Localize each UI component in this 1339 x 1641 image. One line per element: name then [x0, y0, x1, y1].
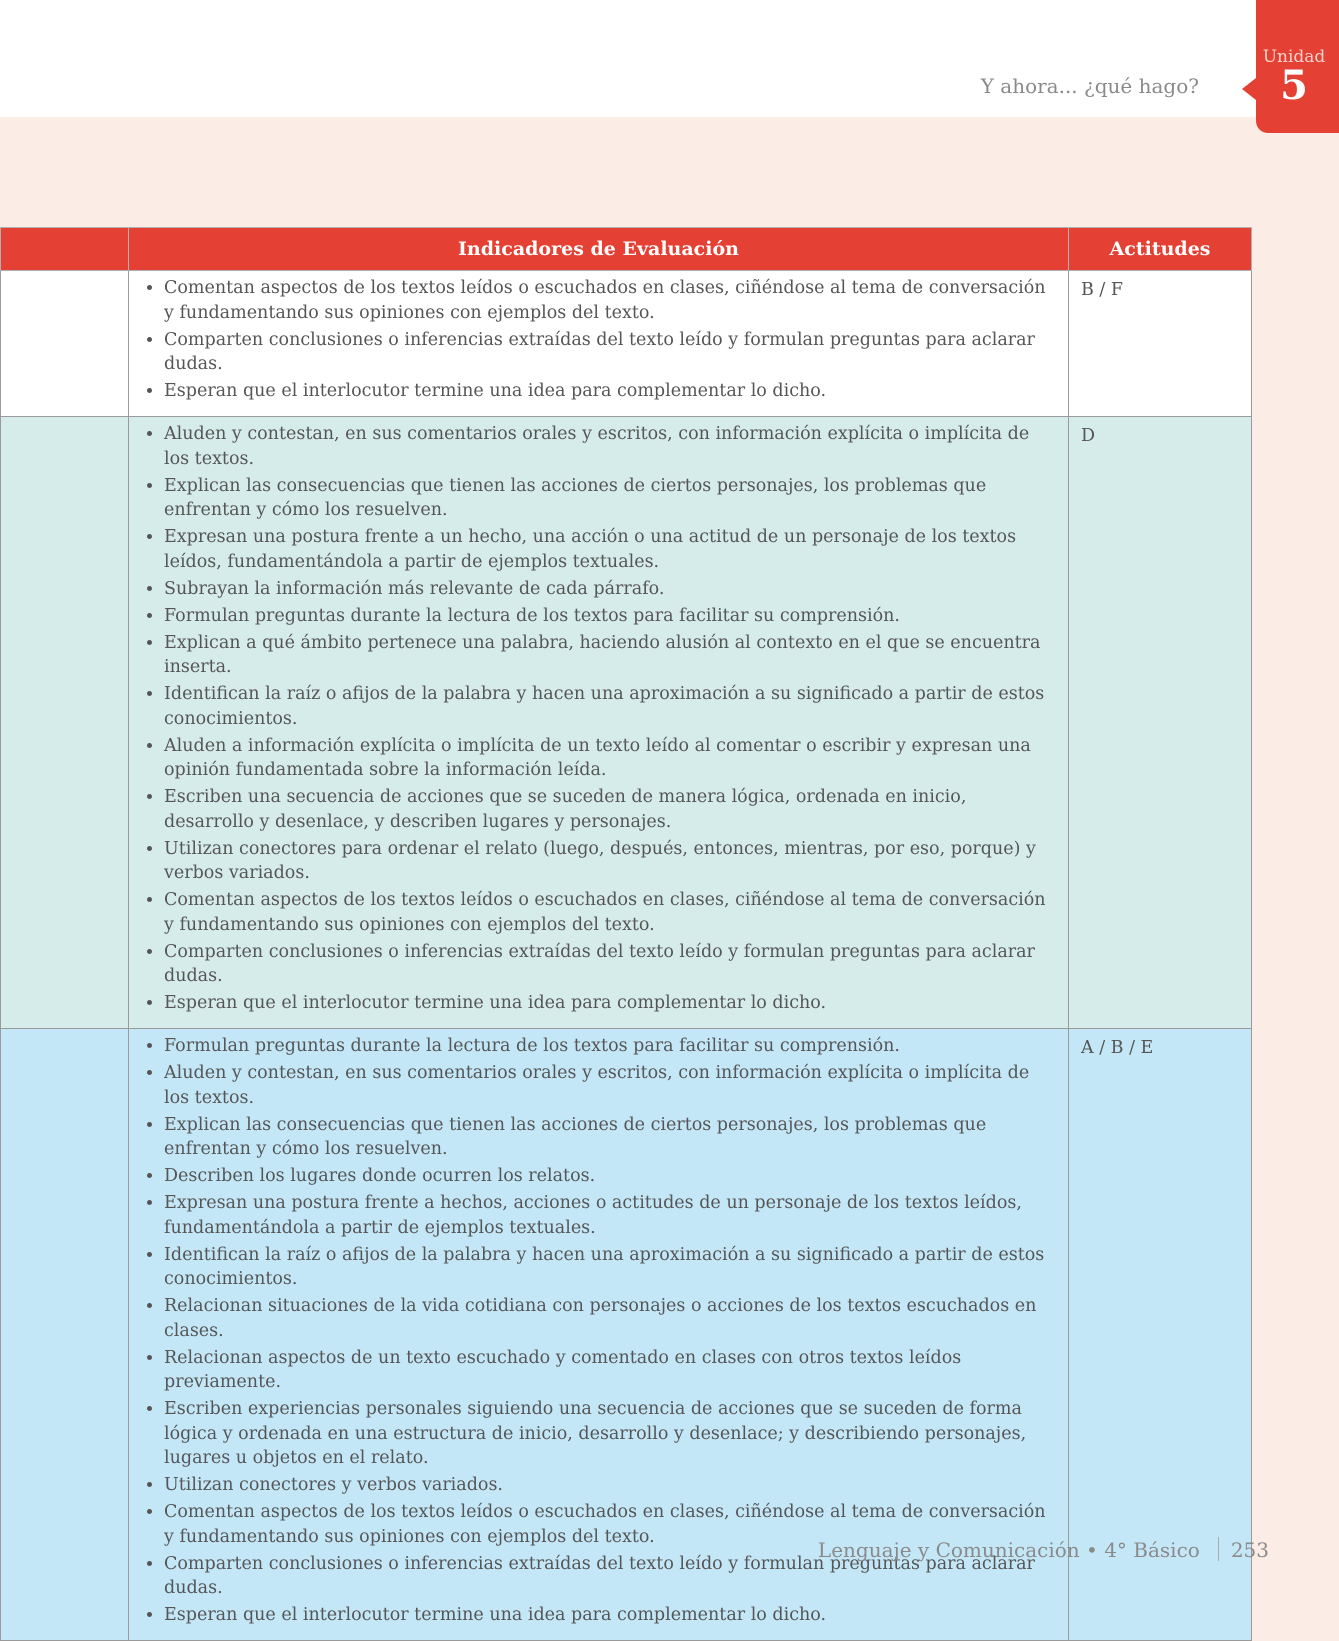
indicator-item: • Expresan una postura frente a hechos, acciones o actitudes de un personaje de los textos leídos, fundamentándola a partir de ejemplos textuales.: [164, 1191, 1056, 1240]
indicator-item: • Formulan preguntas durante la lectura de los textos para facilitar su comprensión.: [164, 1034, 1056, 1059]
section-title: Y ahora... ¿qué hago?: [980, 74, 1199, 98]
unit-tab: [1256, 0, 1339, 133]
indicator-item: • Aluden a información explícita o implícita de un texto leído al comentar o escribir y expresan una opinión fundamentada sobre la información leída.: [164, 734, 1056, 783]
indicator-item: • Identifican la raíz o afijos de la palabra y hacen una aproximación a su significado a partir de estos conocimientos.: [164, 682, 1056, 731]
indicator-item: • Aluden y contestan, en sus comentarios orales y escritos, con información explícita o implícita de los textos.: [164, 422, 1056, 471]
evaluation-table: [0, 227, 1252, 1641]
row-blank-cell: [1, 271, 129, 417]
unit-number: 5: [1280, 62, 1308, 109]
indicator-item: • Esperan que el interlocutor termine una idea para complementar lo dicho.: [164, 991, 1056, 1016]
footer-subject: Lenguaje y Comunicación • 4° Básico: [817, 1538, 1200, 1562]
attitudes-cell: D: [1069, 417, 1252, 1029]
table-header-row: [1, 228, 1252, 271]
page-number: 253: [1230, 1538, 1269, 1562]
indicator-item: • Comentan aspectos de los textos leídos o escuchados en clases, ciñéndose al tema de conversación y fundamentando sus opiniones con ejemplos del texto.: [164, 276, 1056, 325]
indicator-item: • Subrayan la información más relevante de cada párrafo.: [164, 577, 1056, 602]
indicator-item: • Comparten conclusiones o inferencias extraídas del texto leído y formulan preguntas para aclarar dudas.: [164, 1552, 1056, 1601]
indicator-item: • Explican las consecuencias que tienen las acciones de ciertos personajes, los problemas que enfrentan y cómo los resuelven.: [164, 1113, 1056, 1162]
attitudes-cell: A / B / E: [1069, 1029, 1252, 1641]
indicator-item: • Comparten conclusiones o inferencias extraídas del texto leído y formulan preguntas para aclarar dudas.: [164, 940, 1056, 989]
footer-divider: [1218, 1537, 1219, 1561]
indicator-item: • Identifican la raíz o afijos de la palabra y hacen una aproximación a su significado a partir de estos conocimientos.: [164, 1243, 1056, 1292]
indicator-item: • Utilizan conectores para ordenar el relato (luego, después, entonces, mientras, por eso, porque) y verbos variados.: [164, 837, 1056, 886]
table-row: [1, 271, 1252, 417]
attitudes-cell: B / F: [1069, 271, 1252, 417]
page-footer: [818, 1537, 1269, 1562]
indicator-item: • Explican las consecuencias que tienen las acciones de ciertos personajes, los problemas que enfrentan y cómo los resuelven.: [164, 474, 1056, 523]
indicator-list: [141, 276, 1056, 404]
indicator-item: • Relacionan aspectos de un texto escuchado y comentado en clases con otros textos leídos previamente.: [164, 1346, 1056, 1395]
indicator-item: • Escriben una secuencia de acciones que se suceden de manera lógica, ordenada en inicio, desarrollo y desenlace, y describen lugares y personajes.: [164, 785, 1056, 834]
indicator-item: • Formulan preguntas durante la lectura de los textos para facilitar su comprensión.: [164, 604, 1056, 629]
indicator-item: • Relacionan situaciones de la vida cotidiana con personajes o acciones de los textos escuchados en clases.: [164, 1294, 1056, 1343]
indicator-item: • Escriben experiencias personales siguiendo una secuencia de acciones que se suceden de forma lógica y ordenada en una estructura de inicio, desarrollo y desenlace; y describiendo personajes, lugares u objetos en el relato.: [164, 1397, 1056, 1471]
indicator-item: • Esperan que el interlocutor termine una idea para complementar lo dicho.: [164, 1603, 1056, 1628]
indicator-item: • Expresan una postura frente a un hecho, una acción o una actitud de un personaje de los textos leídos, fundamentándola a partir de ejemplos textuales.: [164, 525, 1056, 574]
indicator-item: • Utilizan conectores y verbos variados.: [164, 1473, 1056, 1498]
indicator-list: [141, 422, 1056, 1016]
indicators-cell: [129, 417, 1069, 1029]
indicator-item: • Comentan aspectos de los textos leídos o escuchados en clases, ciñéndose al tema de conversación y fundamentando sus opiniones con ejemplos del texto.: [164, 1500, 1056, 1549]
indicator-item: • Comparten conclusiones o inferencias extraídas del texto leído y formulan preguntas para aclarar dudas.: [164, 328, 1056, 377]
indicators-cell: [129, 271, 1069, 417]
indicator-item: • Describen los lugares donde ocurren los relatos.: [164, 1164, 1056, 1189]
header-cell-blank: [1, 228, 129, 271]
header-indicadores: Indicadores de Evaluación: [129, 228, 1069, 271]
indicator-item: • Comentan aspectos de los textos leídos o escuchados en clases, ciñéndose al tema de conversación y fundamentando sus opiniones con ejemplos del texto.: [164, 888, 1056, 937]
indicator-item: • Explican a qué ámbito pertenece una palabra, haciendo alusión al contexto en el que se encuentra inserta.: [164, 631, 1056, 680]
row-blank-cell: [1, 417, 129, 1029]
row-blank-cell: [1, 1029, 129, 1641]
unit-label: Unidad: [1262, 47, 1326, 67]
header-band: [0, 0, 1339, 117]
indicator-item: • Esperan que el interlocutor termine una idea para complementar lo dicho.: [164, 379, 1056, 404]
indicator-item: • Aluden y contestan, en sus comentarios orales y escritos, con información explícita o implícita de los textos.: [164, 1061, 1056, 1110]
header-actitudes: Actitudes: [1069, 228, 1252, 271]
table-row: [1, 417, 1252, 1029]
